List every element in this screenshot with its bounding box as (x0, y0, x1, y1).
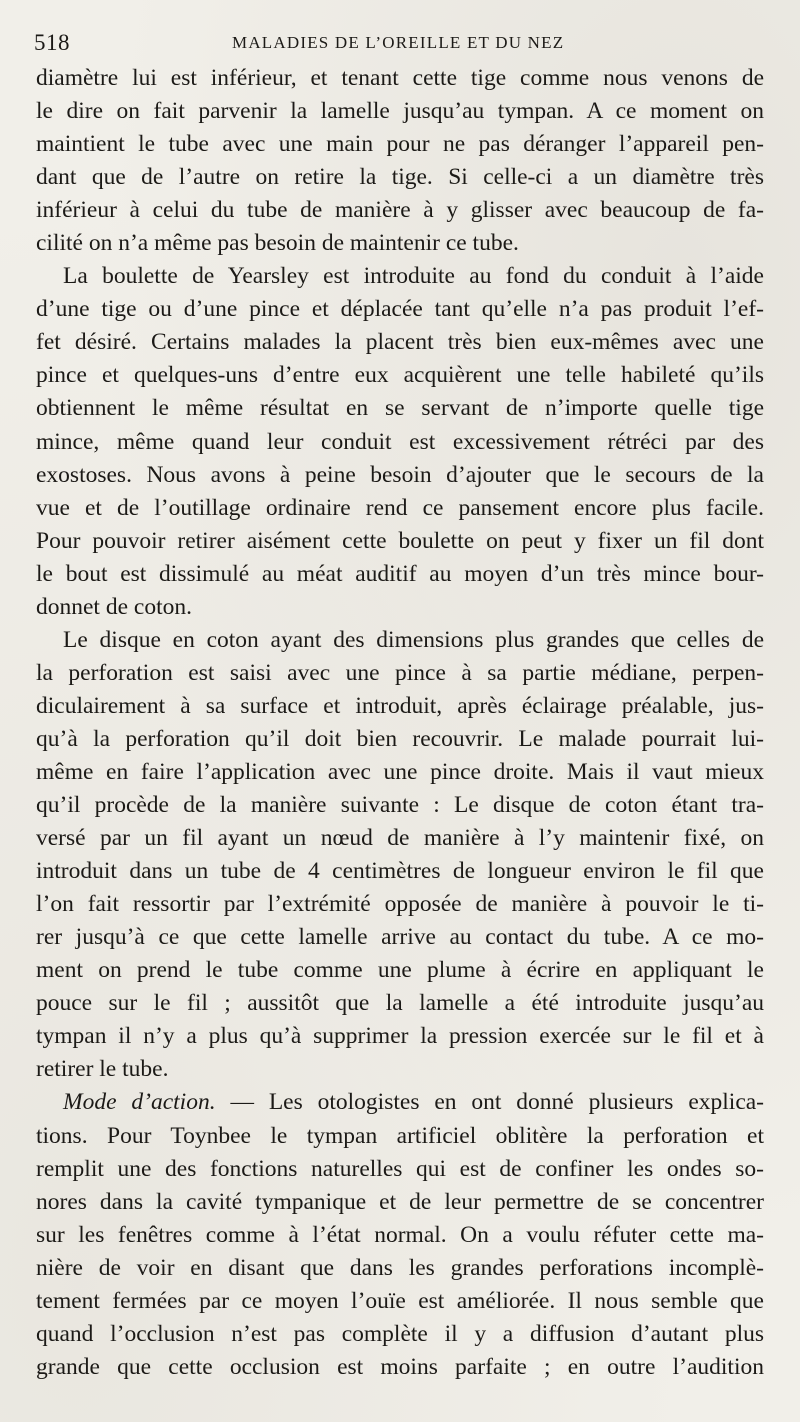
text-line: nores dans la cavité tympanique et de leur permettre de se concentrer (36, 1188, 764, 1215)
page-number: 518 (34, 30, 70, 55)
text-line: pouce sur le fil ; aussitôt que la lamelle a été introduite jusqu’au (36, 990, 764, 1017)
text-line: mince, même quand leur conduit est excessivement rétréci par des (36, 428, 764, 455)
text-line: qu’à la perforation qu’il doit bien recouvrir. Le malade pourrait lui- (36, 725, 764, 752)
section-lead: Mode d’action. (63, 1089, 216, 1116)
text-line: obtiennent le même résultat en se servant de n’importe quelle tige (36, 395, 764, 422)
paragraph-4 (36, 1086, 764, 1383)
page-body (36, 62, 764, 1384)
text-line: tions. Pour Toynbee le tympan artificiel oblitère la perforation et (36, 1122, 764, 1149)
text-line: tement fermées par ce moyen l’ouïe est améliorée. Il nous semble que (36, 1287, 764, 1314)
text-line: quand l’occlusion n’est pas complète il y a diffusion d’autant plus (36, 1320, 764, 1347)
text-line (36, 1086, 764, 1119)
text-line: retirer le tube. (36, 1056, 169, 1083)
text-line: inférieur à celui du tube de manière à y glisser avec beaucoup de fa- (36, 197, 764, 224)
text-line: le bout est dissimulé au méat auditif au moyen d’un très mince bour- (36, 560, 764, 587)
text-line: tympan il n’y a plus qu’à supprimer la pression exercée sur le fil et à (36, 1023, 764, 1050)
text-line: exostoses. Nous avons à peine besoin d’ajouter que le secours de la (36, 461, 764, 488)
text-line: dant que de l’autre on retire la tige. Si celle-ci a un diamètre très (36, 164, 764, 191)
text-line: l’on fait ressortir par l’extrémité opposée de manière à pouvoir le ti- (36, 891, 764, 918)
text-line: remplit une des fonctions naturelles qui est de confiner les ondes so- (36, 1155, 764, 1182)
text-run: — Les otologistes en ont donné plusieurs explica- (215, 1089, 765, 1116)
text-line: qu’il procède de la manière suivante : Le disque de coton étant tra- (36, 792, 764, 819)
paragraph-3 (36, 624, 764, 1087)
text-line: rer jusqu’à ce que cette lamelle arrive au contact du tube. A ce mo- (36, 924, 764, 951)
text-line: La boulette de Yearsley est introduite au fond du conduit à l’aide (63, 263, 764, 290)
text-line: cilité on n’a même pas besoin de maintenir ce tube. (36, 230, 519, 257)
text-line: Le disque en coton ayant des dimensions plus grandes que celles de (63, 626, 764, 653)
text-line: maintient le tube avec une main pour ne pas déranger l’appareil pen- (36, 131, 764, 158)
text-line: nière de voir en disant que dans les grandes perforations incomplè- (36, 1254, 764, 1281)
text-line: le dire on fait parvenir la lamelle jusqu’au tympan. A ce moment on (36, 98, 764, 125)
page-header (30, 24, 770, 60)
text-line: donnet de coton. (36, 593, 192, 620)
text-line: sur les fenêtres comme à l’état normal. On a voulu réfuter cette ma- (36, 1221, 764, 1248)
text-line: versé par un fil ayant un nœud de manière à l’y maintenir fixé, on (36, 825, 764, 852)
text-line: ment on prend le tube comme une plume à écrire en appliquant le (36, 957, 764, 984)
text-line: fet désiré. Certains malades la placent très bien eux-mêmes avec une (36, 329, 764, 356)
text-line: vue et de l’outillage ordinaire rend ce pansement encore plus facile. (36, 494, 764, 521)
paragraph-1 (36, 62, 764, 260)
text-line: diculairement à sa surface et introduit, après éclairage préalable, jus- (36, 692, 764, 719)
text-line: introduit dans un tube de 4 centimètres de longueur environ le fil que (36, 858, 764, 885)
text-line: d’une tige ou d’une pince et déplacée tant qu’elle n’a pas produit l’ef- (36, 296, 764, 323)
text-line: grande que cette occlusion est moins parfaite ; en outre l’audition (36, 1353, 764, 1380)
text-line: diamètre lui est inférieur, et tenant cette tige comme nous venons de (36, 65, 764, 91)
paragraph-2 (36, 260, 764, 624)
text-line: la perforation est saisi avec une pince à sa partie médiane, perpen- (36, 659, 764, 686)
text-line: Pour pouvoir retirer aisément cette boulette on peut y fixer un fil dont (36, 527, 764, 554)
text-line: même en faire l’application avec une pince droite. Mais il vaut mieux (36, 758, 764, 785)
text-line: pince et quelques-uns d’entre eux acquièrent une telle habileté qu’ils (36, 362, 764, 389)
running-title: MALADIES DE L’OREILLE ET DU NEZ (232, 33, 565, 52)
